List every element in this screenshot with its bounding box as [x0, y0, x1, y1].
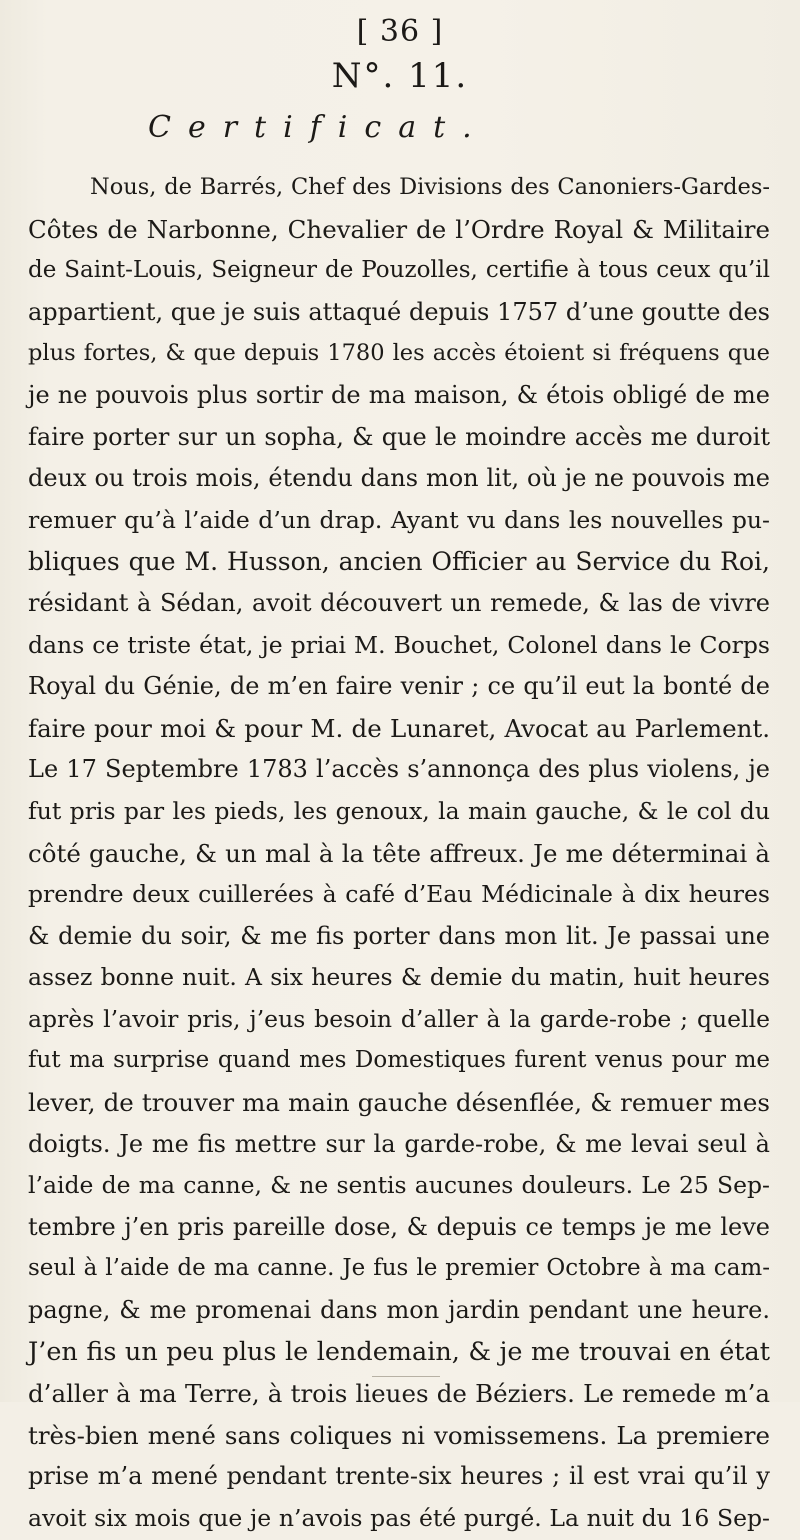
certificate-text — [28, 167, 770, 1540]
text-line: bliques que M. Husson, ancien Officier au Service du Roi, — [28, 547, 770, 577]
text-line: après l’avoir pris, j’eus besoin d’aller à la garde-robe ; quelle — [28, 1004, 770, 1033]
document-title: Certificat. — [148, 110, 489, 145]
text-line: prendre deux cuillerées à café d’Eau Médicinale à dix heures — [28, 880, 770, 909]
text-line: résidant à Sédan, avoit découvert un remede, & las de vivre — [28, 588, 770, 617]
document-number: N°. 11. — [331, 56, 469, 96]
text-line: dans ce triste état, je priai M. Bouchet, Colonel dans le Corps — [28, 630, 770, 659]
text-line: avoit six mois que je n’avois pas été purgé. La nuit du 16 Sep- — [28, 1504, 770, 1532]
text-line: faire porter sur un sopha, & que le moindre accès me duroit — [28, 422, 770, 451]
text-line: J’en fis un peu plus le lendemain, & je me trouvai en état — [28, 1336, 770, 1367]
bottom-rule — [372, 1376, 440, 1377]
page-number: [ 36 ] — [356, 14, 444, 49]
text-line: côté gauche, & un mal à la tête affreux. Je me déterminai à — [28, 838, 770, 868]
text-line: très-bien mené sans coliques ni vomissemens. La premiere — [28, 1420, 770, 1450]
text-line: appartient, que je suis attaqué depuis 1757 d’une goutte des — [28, 297, 770, 326]
text-line: Le 17 Septembre 1783 l’accès s’annonça des plus violens, je — [28, 755, 770, 784]
text-line: d’aller à ma Terre, à trois lieues de Béziers. Le remede m’a — [28, 1379, 770, 1409]
text-line: seul à l’aide de ma canne. Je fus le premier Octobre à ma cam- — [28, 1255, 770, 1282]
text-line: & demie du soir, & me fis porter dans mon lit. Je passai une — [28, 921, 770, 950]
text-line: pagne, & me promenai dans mon jardin pendant une heure. — [28, 1296, 770, 1325]
text-line: lever, de trouver ma main gauche désenflée, & remuer mes — [28, 1088, 770, 1118]
text-line: fut ma surprise quand mes Domestiques furent venus pour me — [28, 1047, 770, 1074]
text-line: fut pris par les pieds, les genoux, la main gauche, & le col du — [28, 796, 770, 825]
text-line: assez bonne nuit. A six heures & demie du matin, huit heures — [28, 963, 770, 992]
text-line: prise m’a mené pendant trente-six heures ; il est vrai qu’il y — [28, 1462, 770, 1491]
text-line: deux ou trois mois, étendu dans mon lit, où je ne pouvois me — [28, 464, 770, 493]
text-line: Nous, de Barrés, Chef des Divisions des Canoniers-Gardes- — [90, 174, 770, 200]
text-line: doigts. Je me fis mettre sur la garde-robe, & me levai seul à — [28, 1129, 770, 1158]
text-line: plus fortes, & que depuis 1780 les accès étoient si fréquens que — [28, 340, 770, 367]
text-line: faire pour moi & pour M. de Lunaret, Avocat au Parlement. — [28, 713, 770, 743]
text-line: remuer qu’à l’aide d’un drap. Ayant vu dans les nouvelles pu- — [28, 505, 770, 534]
text-line: tembre j’en pris pareille dose, & depuis ce temps je me leve — [28, 1212, 770, 1241]
text-line: Royal du Génie, de m’en faire venir ; ce qu’il eut la bonté de — [28, 672, 770, 701]
text-line: l’aide de ma canne, & ne sentis aucunes douleurs. Le 25 Sep- — [28, 1171, 770, 1200]
text-line: je ne pouvois plus sortir de ma maison, & étois obligé de me — [28, 380, 770, 409]
text-line: de Saint-Louis, Seigneur de Pouzolles, certifie à tous ceux qu’il — [28, 257, 770, 284]
text-line: Côtes de Narbonne, Chevalier de l’Ordre Royal & Militaire — [28, 214, 770, 244]
